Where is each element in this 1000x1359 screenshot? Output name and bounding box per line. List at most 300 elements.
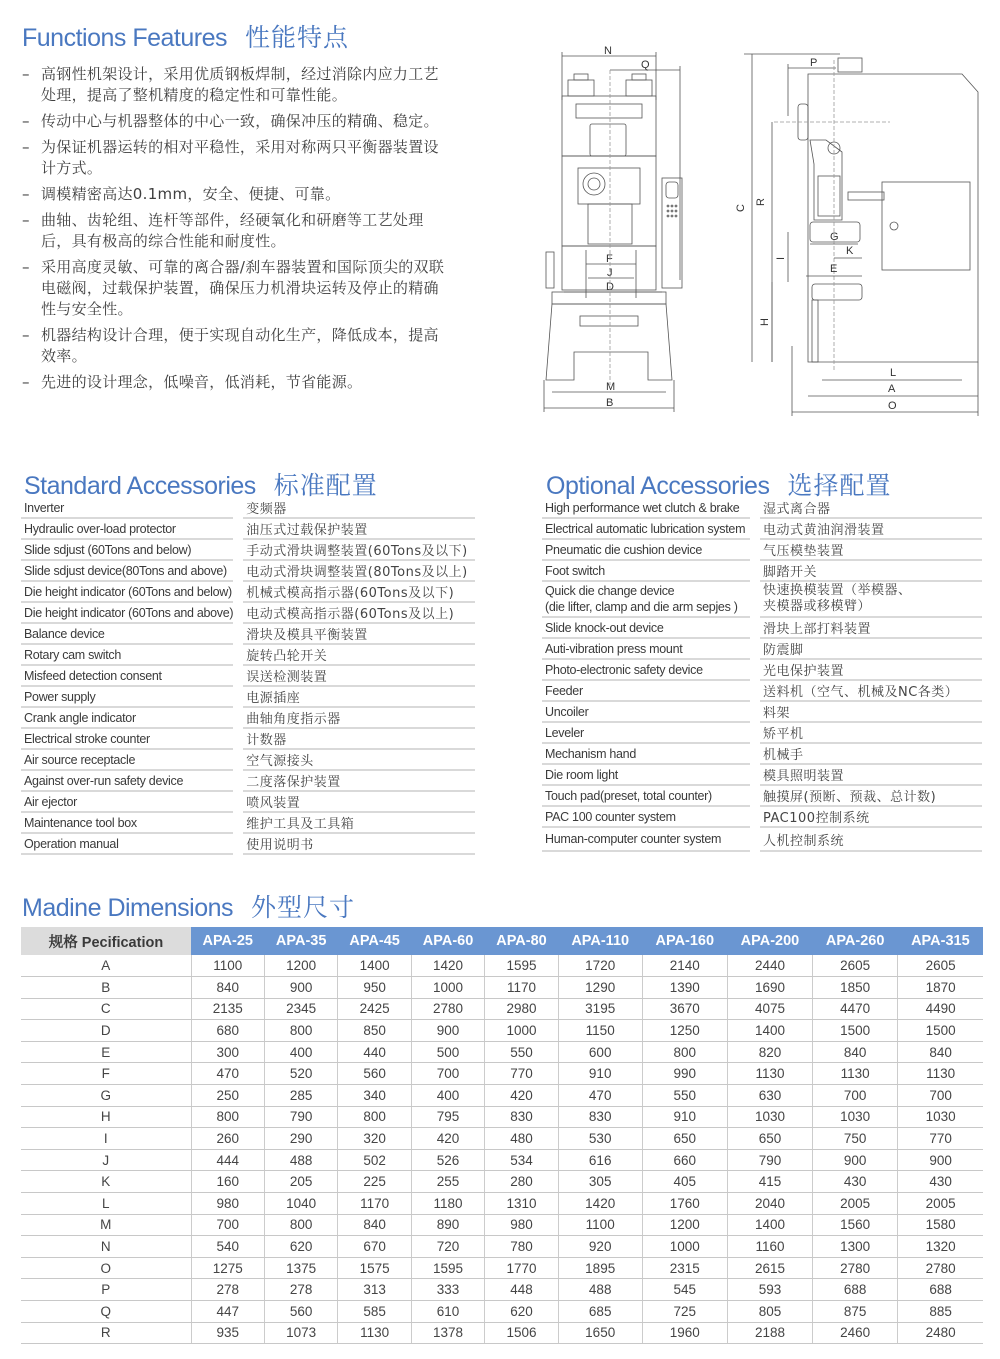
dimension-value: 1130 xyxy=(727,1063,812,1085)
dimension-value: 2425 xyxy=(338,998,411,1020)
column-gap xyxy=(750,785,760,806)
dimension-value: 1073 xyxy=(264,1322,337,1344)
dimension-value: 1150 xyxy=(558,1020,642,1042)
label-f: F xyxy=(606,253,613,265)
dimension-value: 225 xyxy=(338,1171,411,1193)
dimensions-table-header xyxy=(21,927,983,955)
model-header: APA-25 xyxy=(191,927,264,955)
accessory-row xyxy=(542,498,982,518)
dimension-value: 530 xyxy=(558,1128,642,1150)
balancer-left xyxy=(568,80,594,96)
accessory-name-cn: 滑块上部打料装置 xyxy=(760,617,982,638)
accessory-row xyxy=(21,812,475,833)
panel-buttons xyxy=(667,205,678,218)
accessory-row xyxy=(21,581,475,602)
dimension-value: 805 xyxy=(727,1301,812,1323)
label-o: O xyxy=(888,400,897,412)
accessory-name-cn: 油压式过载保护装置 xyxy=(243,518,475,539)
column-gap xyxy=(233,833,243,854)
column-gap xyxy=(233,644,243,665)
accessory-row xyxy=(21,707,475,728)
dimension-label: B xyxy=(21,977,191,999)
accessory-name-cn: 电动式滑块调整装置(80Tons及以上) xyxy=(243,560,475,581)
column-gap xyxy=(750,827,760,851)
accessory-row xyxy=(542,560,982,581)
dimension-value: 1575 xyxy=(338,1257,411,1279)
dimension-value: 1500 xyxy=(813,1020,898,1042)
column-gap xyxy=(233,812,243,833)
dimension-value: 2315 xyxy=(642,1257,727,1279)
column-gap xyxy=(750,638,760,659)
accessory-row xyxy=(542,680,982,701)
bed-plate xyxy=(580,316,638,326)
dimension-label: Q xyxy=(21,1301,191,1323)
accessory-name-cn: 电动式模高指示器(60Tons及以上) xyxy=(243,602,475,623)
accessory-name-cn: 旋转凸轮开关 xyxy=(243,644,475,665)
dimension-value: 1170 xyxy=(485,977,558,999)
dimension-value: 430 xyxy=(813,1171,898,1193)
dimension-value: 1690 xyxy=(727,977,812,999)
connecting-rod xyxy=(818,176,840,216)
dimension-label: A xyxy=(21,955,191,977)
dimension-value: 700 xyxy=(898,1085,983,1107)
crank-housing xyxy=(810,140,842,220)
column-gap xyxy=(233,581,243,602)
feature-item: – 传动中心与机器整体的中心一致，确保冲压的精确、稳定。 xyxy=(22,111,452,132)
accessory-name-cn: 湿式离合器 xyxy=(760,498,982,518)
accessory-row xyxy=(21,791,475,812)
accessory-name-en: Inverter xyxy=(21,498,233,518)
accessory-name-cn: 人机控制系统 xyxy=(760,827,982,851)
accessory-name-en xyxy=(542,581,750,617)
dimension-label: J xyxy=(21,1149,191,1171)
cap xyxy=(574,74,588,80)
dimension-value: 313 xyxy=(338,1279,411,1301)
dimension-label: K xyxy=(21,1171,191,1193)
accessory-name-en: Hydraulic over-load protector xyxy=(21,518,233,539)
dimension-value: 560 xyxy=(264,1301,337,1323)
dimension-value: 650 xyxy=(727,1128,812,1150)
dimension-value: 1200 xyxy=(264,955,337,977)
accessory-row xyxy=(21,644,475,665)
dimension-label: N xyxy=(21,1236,191,1258)
accessory-name-cn: 维护工具及工具箱 xyxy=(243,812,475,833)
dimension-label: R xyxy=(21,1322,191,1344)
dimension-value: 600 xyxy=(558,1041,642,1063)
dimension-label: G xyxy=(21,1085,191,1107)
dimension-value: 700 xyxy=(191,1214,264,1236)
motor-block xyxy=(590,124,626,156)
base xyxy=(546,304,672,380)
dimension-value: 278 xyxy=(264,1279,337,1301)
dimension-row xyxy=(21,1063,983,1085)
dimension-value: 1850 xyxy=(813,977,898,999)
dimension-value: 1400 xyxy=(727,1214,812,1236)
dimension-row xyxy=(21,1301,983,1323)
dimension-value: 1390 xyxy=(642,977,727,999)
dimension-value: 1720 xyxy=(558,955,642,977)
accessory-row xyxy=(21,749,475,770)
feature-item: – 曲轴、齿轮组、连杆等部件，经硬氧化和研磨等工艺处理后，具有极高的综合性能和耐度性。 xyxy=(22,210,452,252)
feature-item: – 调模精密高达0.1mm，安全、便捷、可靠。 xyxy=(22,184,452,205)
dimension-value: 488 xyxy=(264,1149,337,1171)
label-g: G xyxy=(830,231,839,243)
dimension-value: 447 xyxy=(191,1301,264,1323)
accessory-name-en: Human-computer counter system xyxy=(542,827,750,851)
column-gap xyxy=(233,498,243,518)
dimension-value: 560 xyxy=(338,1063,411,1085)
dimension-value: 2188 xyxy=(727,1322,812,1344)
dimension-value: 900 xyxy=(264,977,337,999)
accessory-name-en: Slide knock-out device xyxy=(542,617,750,638)
accessory-name-en: PAC 100 counter system xyxy=(542,806,750,827)
dimension-row xyxy=(21,1279,983,1301)
accessory-name-cn: 电源插座 xyxy=(243,686,475,707)
dimension-value: 280 xyxy=(485,1171,558,1193)
dimension-value: 840 xyxy=(813,1041,898,1063)
dimension-value: 545 xyxy=(642,1279,727,1301)
accessory-row xyxy=(542,785,982,806)
dimension-value: 1595 xyxy=(411,1257,484,1279)
dimension-value: 795 xyxy=(411,1106,484,1128)
dimension-value: 800 xyxy=(338,1106,411,1128)
column-gap xyxy=(750,743,760,764)
optional-accessories-title-cn: 选择配置 xyxy=(787,472,892,500)
box-arm xyxy=(848,192,884,200)
dimension-value: 910 xyxy=(642,1106,727,1128)
accessory-name-en: Slide sdjust (60Tons and below) xyxy=(21,539,233,560)
accessory-name-en: Die height indicator (60Tons and below) xyxy=(21,581,233,602)
accessory-row xyxy=(542,806,982,827)
dimension-value: 900 xyxy=(898,1149,983,1171)
dimension-value: 550 xyxy=(485,1041,558,1063)
accessory-name-cn: 曲轴角度指示器 xyxy=(243,707,475,728)
dimension-value: 670 xyxy=(338,1236,411,1258)
dimension-value: 3195 xyxy=(558,998,642,1020)
dimension-value: 800 xyxy=(264,1020,337,1042)
accessory-name-en: Electrical stroke counter xyxy=(21,728,233,749)
dimension-value: 700 xyxy=(813,1085,898,1107)
label-h: H xyxy=(759,318,771,326)
accessory-name-cn: 脚踏开关 xyxy=(760,560,982,581)
accessory-name-cn: 机械手 xyxy=(760,743,982,764)
column-gap xyxy=(750,539,760,560)
dimension-value: 593 xyxy=(727,1279,812,1301)
dimension-value: 285 xyxy=(264,1085,337,1107)
dimension-label: H xyxy=(21,1106,191,1128)
optional-accessories-title-en: Optional Accessories xyxy=(546,472,770,500)
column-gap xyxy=(233,560,243,581)
accessory-name-cn: 喷风装置 xyxy=(243,791,475,812)
dimension-value: 720 xyxy=(411,1236,484,1258)
accessory-row xyxy=(542,701,982,722)
dimension-value: 1375 xyxy=(264,1257,337,1279)
frame-side xyxy=(808,74,978,362)
dimension-value: 1200 xyxy=(642,1214,727,1236)
dimension-value: 830 xyxy=(558,1106,642,1128)
dimension-value: 1378 xyxy=(411,1322,484,1344)
flywheel xyxy=(583,173,605,195)
dimension-value: 300 xyxy=(191,1041,264,1063)
accessory-name-en: Operation manual xyxy=(21,833,233,854)
column-gap xyxy=(750,722,760,743)
label-l: L xyxy=(890,367,897,379)
label-k: K xyxy=(846,245,854,257)
dimension-value: 526 xyxy=(411,1149,484,1171)
dimension-row xyxy=(21,1041,983,1063)
dimension-value: 725 xyxy=(642,1301,727,1323)
label-d: D xyxy=(606,281,614,293)
accessory-name-en: Crank angle indicator xyxy=(21,707,233,728)
dimension-value: 2780 xyxy=(813,1257,898,1279)
dimension-label: E xyxy=(21,1041,191,1063)
accessory-name-en: Photo-electronic safety device xyxy=(542,659,750,680)
dimension-value: 850 xyxy=(338,1020,411,1042)
dimension-value: 820 xyxy=(727,1041,812,1063)
model-header: APA-315 xyxy=(898,927,983,955)
feature-item: – 采用高度灵敏、可靠的离合器/刹车器装置和国际顶尖的双联电磁阀，过载保护装置，确保压力机滑块运转及停止的精确性与安全性。 xyxy=(22,257,452,320)
label-b: B xyxy=(606,397,614,409)
dimensions-table-body xyxy=(21,955,983,1344)
accessory-name-cn: 电动式黄油润滑装置 xyxy=(760,518,982,539)
accessory-name-cn: 变频器 xyxy=(243,498,475,518)
accessory-name-en: Power supply xyxy=(21,686,233,707)
bolster xyxy=(552,292,666,304)
dimension-value: 610 xyxy=(411,1301,484,1323)
dimension-value: 700 xyxy=(411,1063,484,1085)
dimensions-title xyxy=(22,888,355,924)
dimension-value: 1040 xyxy=(264,1193,337,1215)
accessory-row xyxy=(542,827,982,851)
column-gap xyxy=(233,539,243,560)
dimension-value: 2615 xyxy=(727,1257,812,1279)
dimension-value: 420 xyxy=(485,1085,558,1107)
dimension-value: 1000 xyxy=(642,1236,727,1258)
dimension-value: 520 xyxy=(264,1063,337,1085)
standard-accessories-table xyxy=(21,498,475,855)
dimension-value: 1310 xyxy=(485,1193,558,1215)
dimension-value: 333 xyxy=(411,1279,484,1301)
dimension-label: I xyxy=(21,1128,191,1150)
nameplate xyxy=(576,104,642,118)
column-gap xyxy=(233,791,243,812)
dimension-value: 1250 xyxy=(642,1020,727,1042)
dimension-value: 680 xyxy=(191,1020,264,1042)
dimension-value: 2345 xyxy=(264,998,337,1020)
accessory-row xyxy=(542,722,982,743)
dimension-value: 260 xyxy=(191,1128,264,1150)
accessory-row xyxy=(21,602,475,623)
accessory-row xyxy=(21,665,475,686)
features-title-cn: 性能特点 xyxy=(245,24,350,52)
model-header: APA-35 xyxy=(264,927,337,955)
dimension-value: 480 xyxy=(485,1128,558,1150)
dimension-row xyxy=(21,1322,983,1344)
dimension-value: 1420 xyxy=(558,1193,642,1215)
accessory-row xyxy=(542,764,982,785)
dimension-value: 790 xyxy=(264,1106,337,1128)
feature-item: – 为保证机器运转的相对平稳性，采用对称两只平衡器装置设计方式。 xyxy=(22,137,452,179)
accessory-name-en: Electrical automatic lubrication system xyxy=(542,518,750,539)
accessory-row xyxy=(21,728,475,749)
dimension-value: 400 xyxy=(411,1085,484,1107)
dimension-value: 1770 xyxy=(485,1257,558,1279)
column-gap xyxy=(750,806,760,827)
dimension-value: 2605 xyxy=(898,955,983,977)
label-e: E xyxy=(830,263,838,275)
accessory-name-en: Slide sdjust device(80Tons and above) xyxy=(21,560,233,581)
dimension-value: 4470 xyxy=(813,998,898,1020)
dimension-value: 540 xyxy=(191,1236,264,1258)
dimension-value: 400 xyxy=(264,1041,337,1063)
accessory-name-en: Balance device xyxy=(21,623,233,644)
press-front-view-drawing xyxy=(538,40,738,420)
dimension-value: 470 xyxy=(558,1085,642,1107)
dimension-value: 900 xyxy=(411,1020,484,1042)
dimension-value: 340 xyxy=(338,1085,411,1107)
accessory-row xyxy=(542,539,982,560)
dimension-label: C xyxy=(21,998,191,1020)
dimension-value: 1100 xyxy=(191,955,264,977)
column-gap xyxy=(233,707,243,728)
dimensions-table xyxy=(21,927,983,1344)
label-a: A xyxy=(888,383,896,395)
accessory-row xyxy=(21,539,475,560)
accessory-name-en: Auti-vibration press mount xyxy=(542,638,750,659)
dimension-value: 688 xyxy=(898,1279,983,1301)
dimension-value: 3670 xyxy=(642,998,727,1020)
dimension-value: 440 xyxy=(338,1041,411,1063)
model-header: APA-260 xyxy=(813,927,898,955)
dimensions-header-row xyxy=(21,927,983,955)
dimension-value: 502 xyxy=(338,1149,411,1171)
dimension-value: 2980 xyxy=(485,998,558,1020)
accessory-name-cn: PAC100控制系统 xyxy=(760,806,982,827)
dimension-value: 935 xyxy=(191,1322,264,1344)
dimension-value: 1320 xyxy=(898,1236,983,1258)
dimension-value: 688 xyxy=(813,1279,898,1301)
dimension-value: 1506 xyxy=(485,1322,558,1344)
feature-item: – 先进的设计理念，低噪音，低消耗，节省能源。 xyxy=(22,372,452,393)
model-header: APA-160 xyxy=(642,927,727,955)
dimension-value: 2140 xyxy=(642,955,727,977)
dimension-value: 290 xyxy=(264,1128,337,1150)
accessory-row xyxy=(542,743,982,764)
dimension-row xyxy=(21,998,983,1020)
dimension-value: 830 xyxy=(485,1106,558,1128)
dimension-value: 1300 xyxy=(813,1236,898,1258)
accessory-name-en-line1: Quick die change device xyxy=(545,584,675,598)
accessory-name-en: Maintenance tool box xyxy=(21,812,233,833)
label-i: I xyxy=(775,256,787,260)
feature-item: – 高钢性机架设计，采用优质钢板焊制，经过消除内应力工艺处理，提高了整机精度的稳定性和可靠性能。 xyxy=(22,64,452,106)
accessory-row xyxy=(21,770,475,791)
dimension-value: 585 xyxy=(338,1301,411,1323)
dimension-value: 160 xyxy=(191,1171,264,1193)
dimensions-title-en: Madine Dimensions xyxy=(22,894,234,922)
dimension-value: 2135 xyxy=(191,998,264,1020)
dimension-row xyxy=(21,1106,983,1128)
control-panel xyxy=(662,178,682,288)
dimension-row xyxy=(21,1236,983,1258)
features-list xyxy=(22,64,452,398)
dimension-value: 470 xyxy=(191,1063,264,1085)
accessory-name-cn: 光电保护装置 xyxy=(760,659,982,680)
accessory-row xyxy=(21,833,475,854)
dimension-value: 620 xyxy=(264,1236,337,1258)
dimension-row xyxy=(21,1128,983,1150)
dimension-value: 1160 xyxy=(727,1236,812,1258)
dimension-value: 205 xyxy=(264,1171,337,1193)
model-header: APA-60 xyxy=(411,927,484,955)
accessory-row xyxy=(21,560,475,581)
accessory-row xyxy=(542,581,982,617)
dimension-value: 885 xyxy=(898,1301,983,1323)
column-gap xyxy=(233,749,243,770)
dimension-value: 2005 xyxy=(813,1193,898,1215)
accessory-name-cn-line2: 夹模器或移模臂） xyxy=(763,599,872,614)
dimension-value: 4490 xyxy=(898,998,983,1020)
optional-accessories-body xyxy=(542,498,982,851)
dimension-value: 620 xyxy=(485,1301,558,1323)
accessory-name-en-line2: (die lifter, clamp and die arm sepjes ) xyxy=(545,600,738,614)
spec-header: 规格 Pecification xyxy=(21,927,191,955)
dimension-value: 1130 xyxy=(813,1063,898,1085)
dimension-value: 660 xyxy=(642,1149,727,1171)
accessory-name-en: Pneumatic die cushion device xyxy=(542,539,750,560)
dimension-value: 840 xyxy=(898,1041,983,1063)
dimension-value: 2040 xyxy=(727,1193,812,1215)
dimension-value: 2780 xyxy=(898,1257,983,1279)
dimension-value: 448 xyxy=(485,1279,558,1301)
accessory-name-cn-line1: 快速换模装置（举模器、 xyxy=(763,583,912,598)
dimension-value: 305 xyxy=(558,1171,642,1193)
bolster-side xyxy=(812,284,862,300)
dimension-label: L xyxy=(21,1193,191,1215)
accessory-name-en: Touch pad(preset, total counter) xyxy=(542,785,750,806)
dimension-row xyxy=(21,1085,983,1107)
features-title-en: Functions Features xyxy=(22,24,227,52)
dimension-value: 800 xyxy=(191,1106,264,1128)
standard-accessories-title xyxy=(24,466,378,502)
column-gap xyxy=(750,498,760,518)
dimension-row xyxy=(21,977,983,999)
column-gap xyxy=(233,623,243,644)
dimension-value: 800 xyxy=(642,1041,727,1063)
press-side-view-drawing xyxy=(730,40,1000,420)
dimension-row xyxy=(21,1257,983,1279)
dimension-value: 1870 xyxy=(898,977,983,999)
features-title xyxy=(22,18,349,54)
model-header: APA-200 xyxy=(727,927,812,955)
dimension-value: 980 xyxy=(485,1214,558,1236)
accessory-name-cn: 矫平机 xyxy=(760,722,982,743)
dimension-value: 990 xyxy=(642,1063,727,1085)
dimension-value: 2780 xyxy=(411,998,484,1020)
panel-screen xyxy=(666,182,678,198)
accessory-name-cn: 气压模垫装置 xyxy=(760,539,982,560)
dimension-value: 2440 xyxy=(727,955,812,977)
dimension-value: 1290 xyxy=(558,977,642,999)
accessory-name-cn: 二度落保护装置 xyxy=(243,770,475,791)
dimension-value: 1560 xyxy=(813,1214,898,1236)
dimension-value: 1275 xyxy=(191,1257,264,1279)
dimension-value: 1030 xyxy=(727,1106,812,1128)
box-knob xyxy=(890,222,898,230)
accessory-name-en: Foot switch xyxy=(542,560,750,581)
column xyxy=(812,300,818,362)
dimension-value: 1400 xyxy=(727,1020,812,1042)
